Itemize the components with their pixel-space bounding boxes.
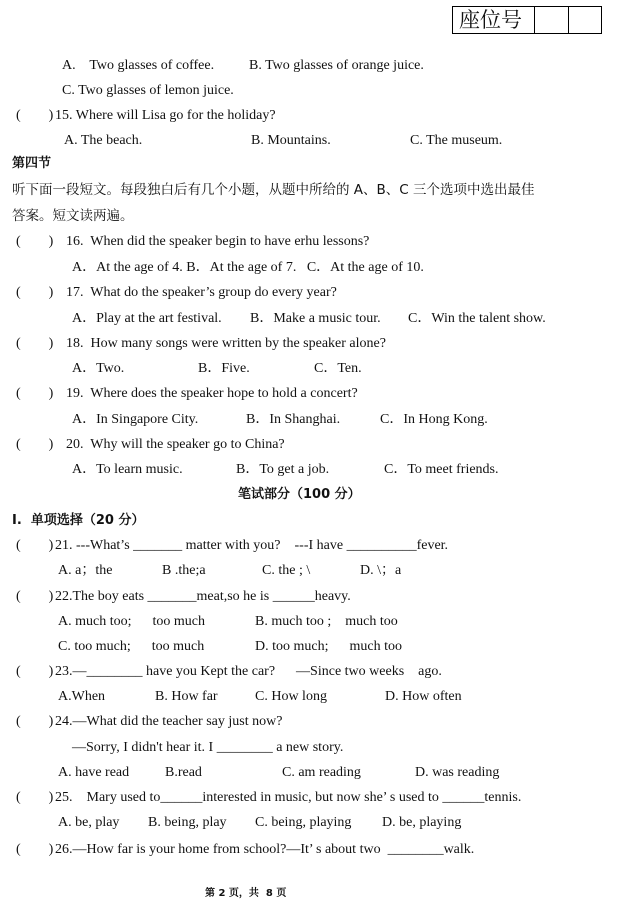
q22-option-a: A. much too; too much [58, 614, 205, 629]
q24-option-a: A. have read [58, 765, 130, 780]
q26-text: 26.—How far is your home from school?—It’ s about two ________walk. [55, 842, 475, 857]
seat-number-cell[interactable] [534, 7, 567, 33]
part1-title: I. 单项选择（20 分） [12, 513, 145, 528]
q16-text: 16. When did the speaker begin to have erhu lessons? [66, 234, 370, 249]
q23-option-c: C. How long [255, 689, 327, 704]
answer-paren[interactable]: ( ) [16, 790, 54, 805]
answer-paren[interactable]: ( ) [16, 437, 54, 452]
q19-option-c: C．In Hong Kong. [380, 412, 488, 427]
q15-option-b: B. Mountains. [251, 133, 331, 148]
seat-number-cell[interactable] [568, 7, 602, 33]
q21-option-d: D. \；a [360, 563, 402, 578]
q20-option-b: B．To get a job. [236, 462, 330, 477]
q25-option-b: B. being, play [148, 815, 227, 830]
q17-option-c: C．Win the talent show. [408, 311, 546, 326]
q15-option-a: A. The beach. [64, 133, 143, 148]
q25-text: 25. Mary used to______interested in music, but now she’ s used to ______tennis. [55, 790, 522, 805]
seat-number-label: 座位号 [452, 7, 534, 33]
q15-text: 15. Where will Lisa go for the holiday? [55, 108, 276, 123]
q25-option-d: D. be, playing [382, 815, 462, 830]
answer-paren[interactable]: ( ) [16, 714, 54, 729]
q19-text: 19. Where does the speaker hope to hold a concert? [66, 386, 358, 401]
q18-option-b: B．Five. [198, 361, 250, 376]
q24-response: —Sorry, I didn't hear it. I ________ a new story. [72, 740, 344, 755]
q24-option-b: B.read [165, 765, 202, 780]
answer-paren[interactable]: ( ) [16, 538, 54, 553]
q18-text: 18. How many songs were written by the speaker alone? [66, 336, 386, 351]
answer-paren[interactable]: ( ) [16, 285, 54, 300]
q14-option-c: C. Two glasses of lemon juice. [62, 83, 234, 98]
answer-paren[interactable]: ( ) [16, 842, 54, 857]
q17-option-b: B．Make a music tour. [250, 311, 381, 326]
answer-paren[interactable]: ( ) [16, 589, 54, 604]
q15-option-c: C. The museum. [410, 133, 503, 148]
q23-option-b: B. How far [155, 689, 218, 704]
q14-option-a: A. Two glasses of coffee. [62, 58, 215, 73]
q22-option-b: B. much too ; much too [255, 614, 398, 629]
answer-paren[interactable]: ( ) [16, 234, 54, 249]
q21-text: 21. ---What’s _______ matter with you? ---I have __________fever. [55, 538, 449, 553]
q22-text: 22.The boy eats _______meat,so he is ______heavy. [55, 589, 351, 604]
q21-option-a: A. a；the [58, 563, 113, 578]
answer-paren[interactable]: ( ) [16, 664, 54, 679]
page-footer: 第 2 页，共 8 页 [205, 888, 287, 899]
q23-option-d: D. How often [385, 689, 462, 704]
q17-option-a: A．Play at the art festival. [72, 311, 222, 326]
q20-text: 20. Why will the speaker go to China? [66, 437, 285, 452]
q16-options: A．At the age of 4. B．At the age of 7. C．At the age of 10. [72, 260, 424, 275]
q19-option-a: A．In Singapore City. [72, 412, 199, 427]
q19-option-b: B．In Shanghai. [246, 412, 341, 427]
q21-option-b: B .the;a [162, 563, 206, 578]
section4-title: 第四节 [12, 156, 52, 171]
answer-paren[interactable]: ( ) [16, 386, 54, 401]
q23-text: 23.—________ have you Kept the car? —Since two weeks ago. [55, 664, 442, 679]
q20-option-c: C．To meet friends. [384, 462, 499, 477]
q23-option-a: A.When [58, 689, 106, 704]
answer-paren[interactable]: ( ) [16, 108, 54, 123]
q22-option-c: C. too much; too much [58, 639, 205, 654]
answer-paren[interactable]: ( ) [16, 336, 54, 351]
q25-option-a: A. be, play [58, 815, 120, 830]
section4-instructions: 答案。短文读两遍。 [12, 208, 134, 224]
q18-option-c: C．Ten. [314, 361, 362, 376]
seat-number-box [452, 6, 602, 34]
q24-option-d: D. was reading [415, 765, 500, 780]
q24-option-c: C. am reading [282, 765, 361, 780]
q22-option-d: D. too much; much too [255, 639, 402, 654]
q20-option-a: A．To learn music. [72, 462, 183, 477]
q17-text: 17. What do the speaker’s group do every year? [66, 285, 337, 300]
q21-option-c: C. the ; \ [262, 563, 311, 578]
q24-text: 24.—What did the teacher say just now? [55, 714, 283, 729]
q25-option-c: C. being, playing [255, 815, 352, 830]
section4-instructions: 听下面一段短文。每段独白后有几个小题，从题中所给的 A、B、C 三个选项中选出最佳 [12, 182, 535, 198]
q18-option-a: A．Two. [72, 361, 125, 376]
written-part-title: 笔试部分（100 分） [238, 487, 361, 502]
q14-option-b: B. Two glasses of orange juice. [249, 58, 424, 73]
